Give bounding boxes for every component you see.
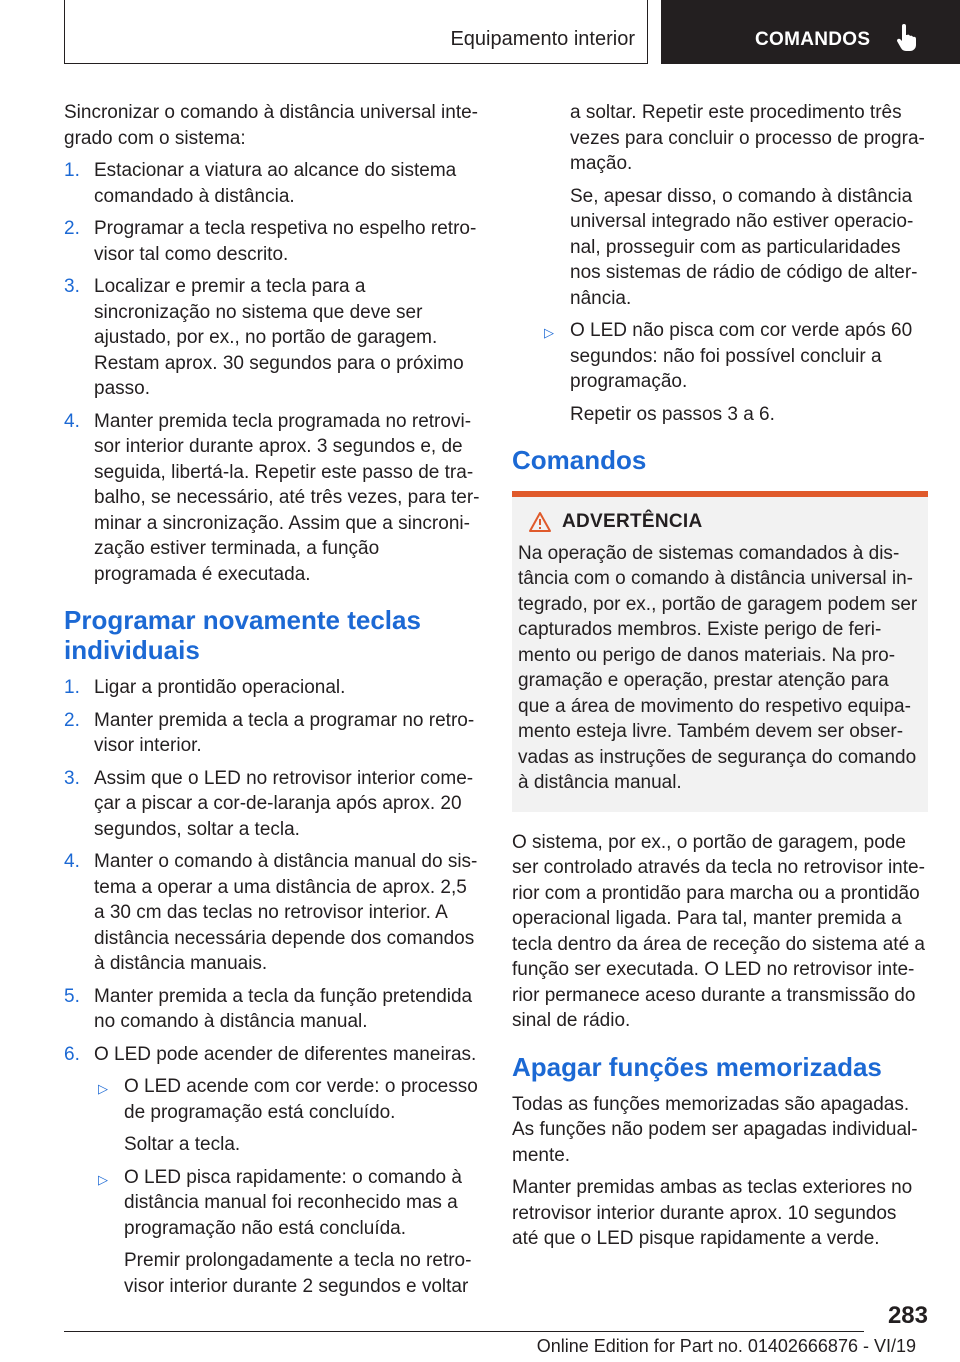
footer-divider bbox=[64, 1331, 864, 1332]
list-item: 1. Estacionar a viatura ao alcance do sistema comandado à distância. bbox=[64, 160, 457, 207]
warning-box bbox=[512, 491, 928, 812]
footer-edition: Online Edition for Part no. 01402666876 - VI/19 bbox=[536, 1336, 916, 1356]
section-heading-controls: Comandos bbox=[512, 445, 647, 475]
warning-triangle-icon bbox=[528, 511, 552, 533]
delete-paragraph-1: Todas as funções memorizadas são apagadas. As funções não podem ser apagadas individualmente. bbox=[512, 1093, 918, 1166]
header-section-box bbox=[64, 0, 648, 64]
list-item: 1. Ligar a prontidão operacional. bbox=[64, 677, 346, 698]
page-number: 283 bbox=[887, 1302, 928, 1329]
list-item: ▷ O LED não pisca com cor verde após 60 segundos: não foi possível concluir a programação. Repetir os passos 3 a 6. bbox=[544, 320, 913, 425]
led-states bbox=[94, 1074, 480, 1299]
list-item: 3. Assim que o LED no retrovisor interior começar a piscar a cor-de-laranja após aprox. 20 segundos, soltar a tecla. bbox=[64, 767, 474, 840]
header-section-title: Equipamento interior bbox=[450, 28, 635, 50]
list-item: ▷ O LED pisca rapidamente: o comando à distância manual foi reconhecido mas a programação não está concluída. Premir prolongadamente a tecla no retrovisor interior durante 2 segundos e voltar bbox=[98, 1166, 472, 1297]
list-item: 5. Manter premida a tecla da função pretendida no comando à distância manual. bbox=[64, 985, 473, 1032]
continued-bullet: a soltar. Repetir este procedimento três vezes para concluir o processo de programação. Se, apesar disso, o comando à distância universal integrado não estiver operacional, prosseguir com as particularidades nos sistemas de rádio de código de alternância. bbox=[570, 102, 925, 309]
header-chapter-title: COMANDOS bbox=[755, 29, 871, 50]
left-column bbox=[64, 100, 480, 1313]
intro-paragraph: Sincronizar o comando à distância universal integrado com o sistema: bbox=[64, 102, 478, 149]
list-item: 2. Manter premida a tecla a programar no retrovisor interior. bbox=[64, 709, 475, 756]
delete-paragraph-2: Manter premidas ambas as teclas exteriores no retrovisor interior durante aprox. 10 segundos até que o LED pisque rapidamente a verde. bbox=[512, 1177, 913, 1249]
led-states-continued bbox=[540, 318, 928, 427]
reprogram-steps bbox=[64, 675, 480, 1299]
controls-paragraph: O sistema, por ex., o portão de garagem, pode ser controlado através da tecla no retrovisor interior com a prontidão para marcha ou a prontidão operacional ligada. Para tal, manter premida a tecla dentro da área de receção do sistema até a função ser executada. O LED no retrovisor interior permanece aceso durante a transmissão do sinal de rádio. bbox=[512, 831, 925, 1031]
section-heading-reprogram: Programar novamente teclas individuais bbox=[64, 605, 421, 665]
right-column bbox=[512, 100, 928, 1259]
warning-header bbox=[518, 509, 922, 535]
list-item: 3. Localizar e premir a tecla para a sincronização no sistema que deve ser ajustado, por ex., no portão de garagem. Restam aprox. 30 segundos para o próximo passo. bbox=[64, 276, 464, 399]
list-item: 4. Manter premida tecla programada no retrovisor interior durante aprox. 3 segundos e, de seguida, libertá-la. Repetir este passo de trabalho, se necessário, até três vezes, para terminar a sincronização. Assim que a sincronização estiver terminada, a função programada é executada. bbox=[64, 410, 480, 585]
triangle-bullet-icon: ▷ bbox=[98, 1171, 108, 1187]
warning-title: ADVERTÊNCIA bbox=[562, 511, 703, 532]
triangle-bullet-icon: ▷ bbox=[98, 1081, 108, 1096]
header-chapter-box bbox=[661, 0, 960, 64]
warning-text: Na operação de sistemas comandados à distância com o comando à distância universal integrado, por ex., portão de garagem podem ser capturados membros. Existe perigo de ferimento ou perigo de danos materiais. Na programação e operação, prestar atenção para que a área de movimento do respetivo equipamento esteja livre. Também devem ser observadas as instruções de segurança do comando à distância manual. bbox=[518, 542, 918, 793]
list-item: 6. O LED pode acender de diferentes maneiras. ▷ O LED acende com cor verde: o processo de programação está concluído. Soltar a tecla. ▷ O LED pisca rapidamente: o comando à distância manual foi reconhecido mas a programação não está concluída. Premir prolongadamente a tecla no retrovisor interior durante 2 segundos e voltar bbox=[64, 1042, 480, 1300]
list-item: 2. Programar a tecla respetiva no espelho retrovisor tal como descrito. bbox=[64, 218, 477, 265]
sync-steps bbox=[64, 158, 480, 587]
pointing-hand-icon bbox=[896, 24, 918, 57]
section-heading-delete: Apagar funções memorizadas bbox=[512, 1051, 882, 1082]
list-item: 4. Manter o comando à distância manual do sistema a operar a uma distância de aprox. 2,5 a 30 cm das teclas no retrovisor interior. A distância necessária depende dos comandos à distância manuais. bbox=[64, 851, 478, 974]
list-item: ▷ O LED acende com cor verde: o processo de programação está concluído. Soltar a tecla. bbox=[98, 1076, 478, 1155]
triangle-bullet-icon: ▷ bbox=[544, 325, 554, 340]
